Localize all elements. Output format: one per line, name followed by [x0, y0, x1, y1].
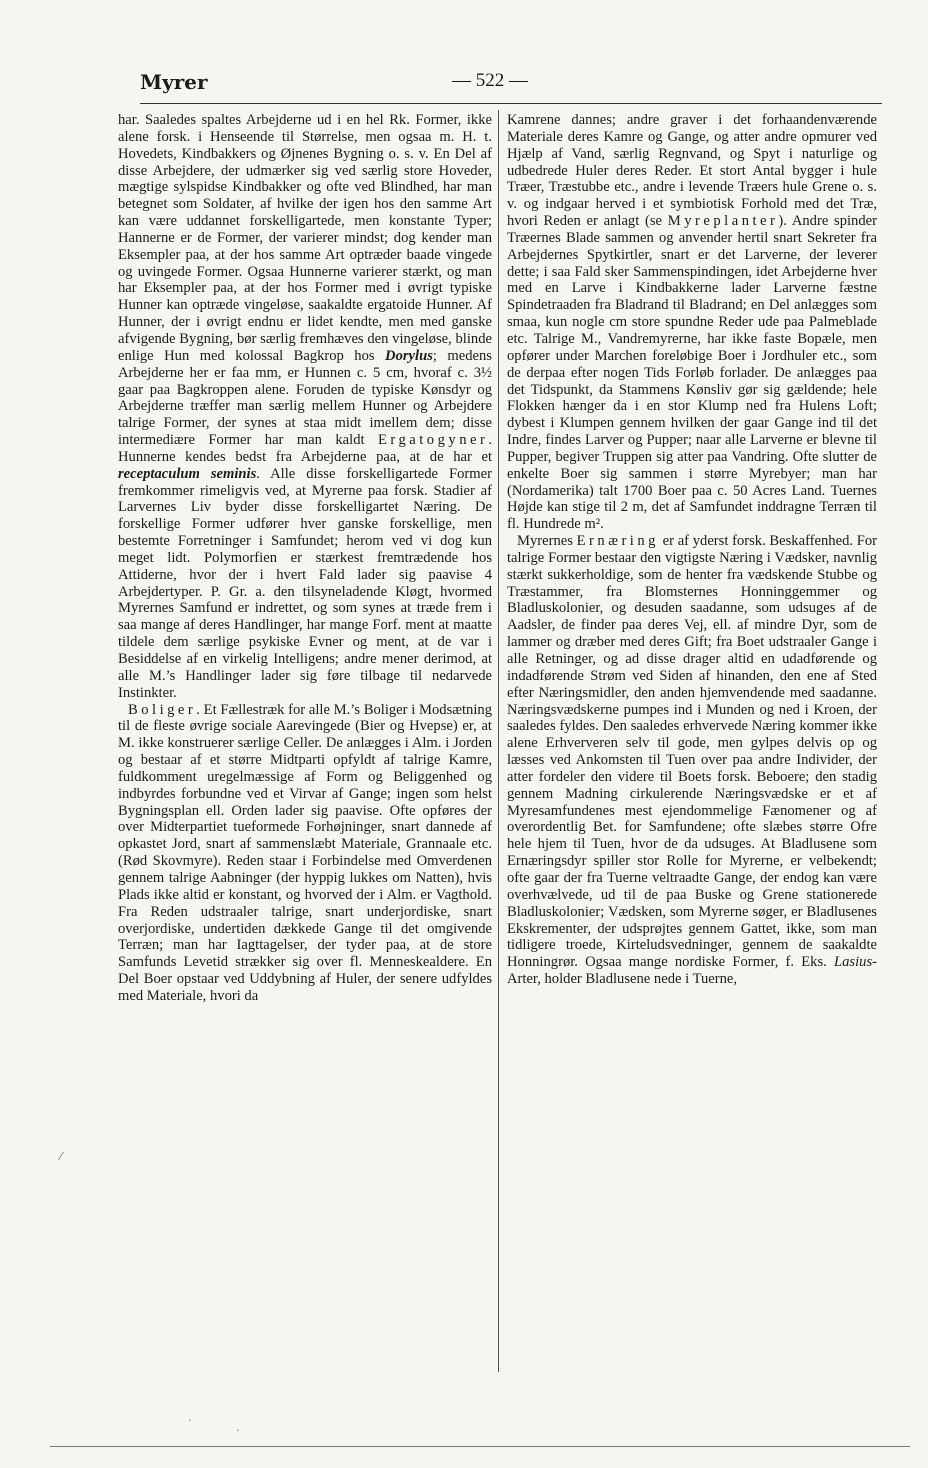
text-run: . Et Fællestræk for alle M.’s Boliger i Modsætning til de fleste øvrige sociale Aarevingede (Bier og Hvepse) er, at M. ikke konstruerer særlige Celler. De anlægges i Alm. i Jorden og bestaar af et større Midtparti opfyldt af talrige Kamre, fuldkomment uregelmæssige af Form og Beliggenhed og indbyrdes forbundne ved et Virvar af Gange; ingen som helst Bygningsplan ell. Orden lader sig paavise. Ofte opføres der over Midterpartiet tueformede Forhøjninger, snart dannede af opkastet Jord, snart af sammenslæbt Materiale, Grannaale etc. (Rød Skovmyre). Reden staar i Forbindelse med Omverdenen gennem talrige Aabninger (der hyppig lukkes om Natten), hvis Plads ikke altid er konstant, og hvorved der i Alm. er Vagthold. Fra Reden udstraaler talrige, snart underjordiske, snart overjordiske, undertiden dækkede Gange til det omgivende Terræn; man har Iagttagelser, der tyder paa, at de store Samfunds Levetid strækker sig over fl. Menneskealdere. En Del Boer opstaar ved Uddybning af Huler, der senere udfyldes med Materiale, hvori da: [118, 701, 492, 1004]
genus-dorylus: Dorylus: [385, 347, 433, 364]
text-run: -Arter, holder Bladlusene nede i Tuerne,: [507, 954, 877, 988]
paragraph-naering: [507, 533, 877, 988]
page-number: — 522 —: [452, 70, 528, 91]
section-heading-naering: Ernæring: [576, 533, 659, 550]
text-run: . Alle disse forskelligartede Former fremkommer rimeligvis ved, at Myrerne paa forsk. Stadier af Larvernes Liv byder disse forskelligartet Næring. De forskellige Former udfører hver ganske forskellige, men bestemte Forretninger i Samfundet; herom ved vi dog kun meget lidt. Polymorfien er stærkest fremtrædende hos Attiderne, hvor der i hvert Fald lader sig paavise 4 Arbejdertyper. P. Gr. a. den tilsyneladende Kløgt, hvormed Myrernes Samfund er indrettet, og som synes at træde frem i saa mange af deres Handlinger, har mange Forf. ment at maatte tildele dem særlige psykiske Evner og ment, at de var i Besiddelse af en virkelig Intelligens; andre mener derimod, at alle M.’s Handlinger lader sig føre tilbage til nedarvede Instinkter.: [118, 465, 492, 701]
text-run: Myrernes: [517, 533, 573, 550]
column-divider: [498, 110, 499, 1372]
text-run: har. Saaledes spaltes Arbejderne ud i en hel Rk. Former, ikke alene forsk. i Henseende til Størrelse, men ogsaa m. H. t. Hovedets, Kindbakkers og Øjnenes Bygning o. s. v. En Del af disse Arbejdere, der udmærker sig ved særlig store Hoveder, mægtige sylspidse Kindbakker og ofte ved Blindhed, har man betegnet som Soldater, af hvilke der igen hos den samme Art kan være uddannet forskelligartede, men konstante Typer; Hannerne er de Former, der varierer mindst; dog kender man Eksempler paa, at der hos samme Art optræder baade vingede og uvingede Former. Ogsaa Hunnerne varierer stærkt, og man har Eksempler paa, at der hos Former med i øvrigt typiske Hunner kan optræde vingeløse, saakaldte ergatoide Hunner. Af Hunner, der i øvrigt endnu er lidet kendte, men med ganske afvigende Bygning, bør særlig fremhæves den vingeløse, blinde enlige Hun med kolossal Bagkrop hos: [118, 112, 492, 364]
page-header: [140, 68, 882, 102]
section-heading-boliger: Boliger: [128, 701, 197, 718]
paragraph-polymorphism: [118, 112, 492, 702]
text-run: ; medens Arbejderne her er faa mm, er Hunnen c. 5 cm, hvoraf c. 3½ gaar paa Bagkroppen alene. Foruden de typiske Kønsdyr og Arbejderne træffer man særlig mellem Hunner og Arbejdere talrige Former, der synes at staa midt imellem dem; disse intermediære Former har man kaldt: [118, 347, 492, 449]
term-myreplanter: Myreplanter: [667, 213, 779, 230]
header-rule: [140, 103, 882, 104]
text-run: Kamrene dannes; andre graver i det forhaandenværende Materiale deres Kamre og Gange, og atter andre opmurer ved Hjælp af Vand, særlig Regnvand, og Spyt i naturlige og udbedrede Huler deres Reder. Et stort Antal bygger i hule Træer, Træstubbe etc., andre i levende Træers hule Grene o. s. v. og indgaar herved i et symbiotisk Forhold med det Træ, hvori Reden er anlagt (se: [507, 112, 877, 230]
term-receptaculum: receptaculum seminis: [118, 465, 257, 482]
right-column: [507, 112, 877, 1364]
text-run: er af yderst forsk. Beskaffenhed. For talrige Former bestaar den vigtigste Næring i Vædsker, navnlig stærkt sukkerholdige, som de henter fra vædskende Stubbe og Træstammer, fra Blomsternes Honninggemmer og Bladluskolonier, og desuden saadanne, som udsuges af de Aadsler, de finder paa deres Vej, ell. af mindre Dyr, som de lammer og dræber med deres Gift; fra Boet udstraaler Gange i alle Retninger, og ad disse drager altid en udadførende og indadførende Strøm ved Siden af hinanden, den ene af Sted efter Næringsmidler, den anden hjemvendende med saadanne. Næringsvædskerne pumpes ind i Munden og ned i Kroen, der saaledes fyldes. Den saaledes erhvervede Næring kommer ikke alene Erhververen selv til gode, men gylpes delvis op og læsses ved Ankomsten til Tuen over paa andre Individer, der atter fordeler den videre til Boets forsk. Beboere; den stadig gennem Madning cirkulerende Næringsvædske er et af Myresamfundenes mest ejendommelige Fænomener og af overordentlig Bet. for Samfundene; ofte slæbes større Ofre hele hjem til Tuen, hvor de da udsuges. At Bladlusene som Ernæringsdyr spiller stor Rolle for Myrerne, er velbekendt; ofte gaar der fra Tuerne veltraadte Gange, der endog kan være overhvælvede, ud til de paa Buske og Grene stationerede Bladluskolonier; Vædsken, som Myrerne søger, er Bladlusenes Ekskrementer, der udsprøjtes gennem Gattet, ikke, som man tidligere troede, Kirteludsvedninger, gennem de saakaldte Honningrør. Ogsaa mange nordiske Former, f. Eks.: [507, 533, 877, 971]
dust-speck: ·: [236, 1424, 240, 1437]
margin-pencil-mark: ⁄: [60, 1150, 62, 1163]
paragraph-boliger: [118, 702, 492, 1005]
text-run: ). Andre spinder Træernes Blade sammen og anvender hertil snart Sekreter fra Arbejdernes Spytkirtler, snart er det Larverne, der leverer dette; i saa Fald sker Sammenspindingen, idet Arbejderne hver med en Larve i Kindbakkerne lader Larverne fæstne Spindetraaden fra Bladrand til Bladrand; en Del anlægges som smaa, kun nogle cm store spundne Reder ude paa Palmeblade etc. Talrige M., Vandremyrerne, har ikke faste Bopæle, men opfører under Marchen foreløbige Boer i Jordhuler etc., som de derpaa efter nogen Tids Forløb forlader. De anlægges paa det Tidspunkt, da Stammens Kønsliv gør sig gældende; hele Flokken hænger da i en stor Klump ned fra Hulens Loft; dybest i Klumpen gennem hvilken der gaar Gange ind til det Indre, findes Larver og Pupper; naar alle Larverne er blevne til Pupper, begiver Truppen sig atter paa Vandring. Ofte slutter de enkelte Boer sig sammen i større Myrebyer; man har (Nordamerika) talt 1700 Boer paa c. 50 Acres Land. Tuernes Højde kan stige til 2 m, det af Samfundet inddragne Terræn til fl. Hundrede m².: [507, 213, 877, 533]
genus-lasius: Lasius: [834, 954, 873, 971]
running-headword: Myrer: [140, 70, 208, 94]
text-run: . Hunnerne kendes bedst fra Arbejderne paa, at de har et: [118, 432, 492, 465]
left-column: [118, 112, 492, 1364]
paragraph-nests: [507, 112, 877, 533]
term-ergatogyner: Ergatogyner: [377, 432, 489, 449]
scan-bottom-edge: [50, 1446, 910, 1447]
dust-speck: ·: [188, 1414, 192, 1427]
